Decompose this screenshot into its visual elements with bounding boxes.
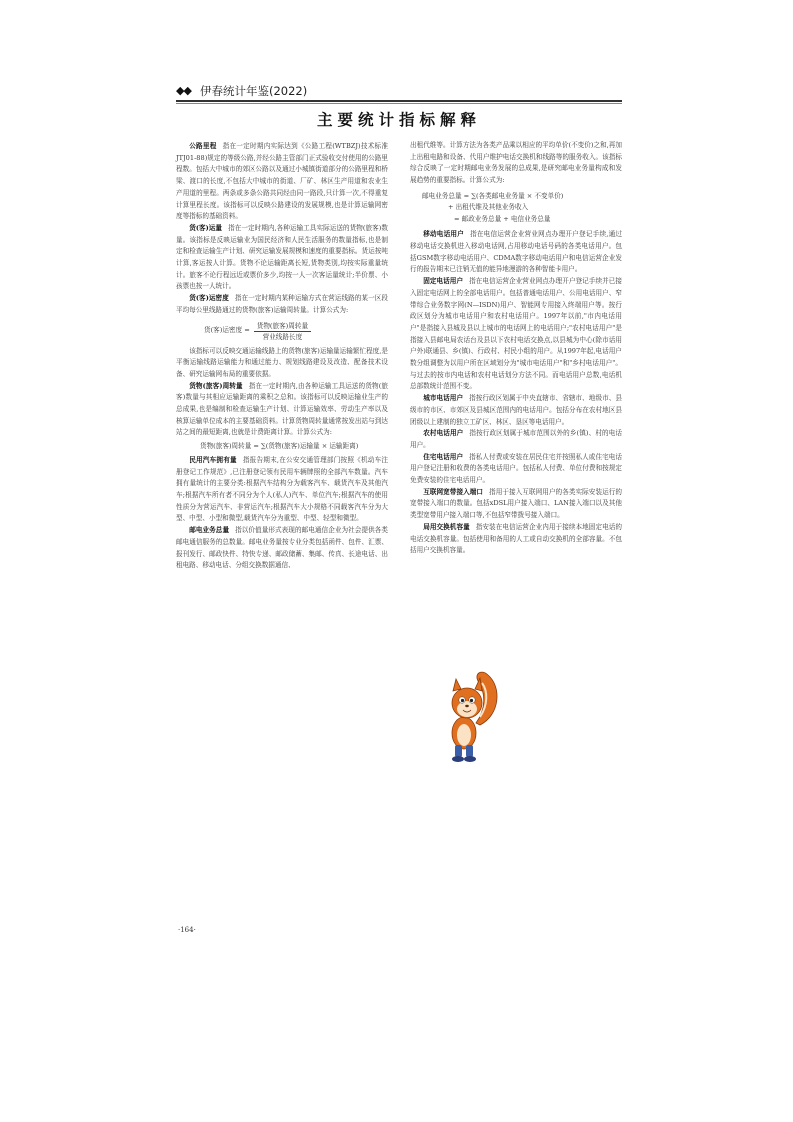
definition-text: 指按行政区划属于城市范围以外的乡(镇)、村的电话用户。 [410, 429, 623, 449]
definition-text: 指按行政区划属于中央直辖市、省辖市、地级市、县级市的市区、市郊区及县城区范围内的电话用户。包括分布在农村地区县团级以上建制的独立工矿区、林区、垦区等电话用户。 [410, 394, 623, 426]
definition-paragraph [410, 393, 622, 428]
definition-paragraph [410, 522, 622, 557]
term-label: 货(客)运密度 [189, 294, 229, 303]
definition-paragraph [410, 428, 622, 451]
density-formula [204, 321, 388, 342]
definition-text: 指在一定时期内,由各种运输工具运送的货物(旅客)数量与其相应运输距离的乘积之总和。该指标可以反映运输业生产的总成果,也是编制和检查运输生产计划、计算运输效率、劳动生产率以及核算运输单位成本的主要基础资料。计算货物周转量通常按发出站与到达站之间的最短距离,也就是计费距离计算。计算公式为: [176, 381, 388, 437]
formula-line: = 邮政业务总量 + 电信业务总量 [454, 214, 551, 223]
page-title: 主要统计指标解释 [316, 111, 481, 129]
postal-volume-formula [410, 191, 622, 226]
formula-lhs: 货(客)运密度 = [204, 326, 250, 335]
definition-paragraph [410, 487, 622, 522]
left-column [176, 141, 388, 572]
formula-fraction [254, 321, 311, 342]
header-diamond-icons: ◆◆ [176, 84, 191, 97]
formula-line: + 出租代维及其他业务收入 [448, 203, 529, 212]
definition-text: 指在电信运营企业营业网点办理开户登记手续并已接入固定电话网上的全部电话用户。包括普通电话用户、公用电话用户、窄带综合业务数字网(N—ISDN)用户、智能网专用接入终端用户等。按行政区划分为城市电话用户和农村电话用户。1997年以前,"市内电话用户"是指接入县城及县以上城市的电话网上的电话用户;"农村电话用户"是指接入县邮电局农话台及县以下农村电话交换点,以县城为中心(除市话用户外)联通县、乡(镇)、行政村、村民小组的用户。从1997年起,电话用户数分组调整为以用户所在区域划分为"城市电话用户"和"乡村电话用户"。与过去的按市内电话和农村电话划分方法不同。而电话用户总数,电话机总部数统计范围不变。 [410, 277, 623, 391]
definition-text: 指报告期末,在公安交通管理部门按照《机动车注册登记工作规范》,已注册登记领有民用车辆牌照的全部汽车数量。汽车拥有量统计的主要分类:根据汽车结构分为载客汽车、载货汽车及其他汽车;根据汽车所有者不同分为个人(私人)汽车、单位汽车;根据汽车的使用性质分为营运汽车、非营运汽车;根据汽车大小规格不同载客汽车分为大型、中型、小型和微型,载货汽车分为重型、中型、轻型和微型。 [176, 455, 388, 523]
page-number: ·164· [178, 926, 196, 934]
definition-paragraph [410, 276, 622, 393]
definition-paragraph [410, 452, 622, 487]
definition-text: 指私人付费或安装在居民住宅并按照私人或住宅电话用户登记注册和收费的各类电话用户。包括私人付费、单位付费和按规定免费安装的住宅电话用户。 [410, 452, 623, 485]
term-label: 货(客)运量 [189, 223, 223, 232]
definition-text: 出租代维等。计算方法为各类产品乘以相应的平均单价(不变价)之和,再加上出租电路和设备、代用户维护电话交换机和线路等的服务收入。该指标综合反映了一定时期邮电业务发展的总成果,是研究邮电业务量构成和发展趋势的重要指标。计算公式为: [410, 141, 622, 185]
running-header [176, 83, 622, 101]
definition-text: 指安装在电信运营企业内用于接续本地固定电话的电话交换机容量。包括使用和备用的人工或自动交换机的全部容量。不包括用户交换机容量。 [410, 522, 623, 555]
definition-paragraph [176, 455, 388, 525]
term-label: 住宅电话用户 [423, 452, 464, 461]
definition-paragraph [176, 141, 388, 223]
formula-denominator: 营业线路长度 [262, 332, 303, 341]
definition-paragraph [176, 525, 388, 572]
term-label: 民用汽车拥有量 [189, 455, 237, 464]
definition-paragraph [410, 229, 622, 276]
definition-text: 指以价值量形式表现的邮电通信企业为社会提供各类邮电通信服务的总数量。邮电业务量按专业分类包括函件、包件、汇票、报刊发行、邮政快件、特快专递、邮政储蓄、集邮、传真、长途电话、出租电路、移动电话、分组交换数据通信、 [176, 526, 389, 570]
turnover-formula: 货物(旅客)周转量 = ∑(货物(旅客)运输量 × 运输距离) [200, 442, 359, 451]
header-rule-thin [176, 103, 622, 104]
definition-text: 该指标可以反映交通运输线路上的货物(旅客)运输量运输繁忙程度,是平衡运输线路运输能力和通过能力、规划线路建设及改造、配备技术设备、研究运输网布局的重要依据。 [176, 346, 388, 378]
term-label: 移动电话用户 [423, 230, 465, 239]
term-label: 互联网宽带接入端口 [423, 487, 484, 496]
term-label: 农村电话用户 [423, 429, 464, 438]
definition-paragraph [176, 223, 388, 293]
definition-text: 指在一定时期内实际达到《公路工程(WTBZJ)技术标准JTJ01-88)规定的等级公路,并经公路主管部门正式验收交付使用的公路里程数。包括大中城市的郊区公路以及通过小城镇街道部分的公路里程和桥梁、渡口的长度,不包括大中城市的街道、厂矿、林区生产用道和农业生产用道的里程。两条或多条公路共同经由同一路段,只计算一次,不得重复计算里程长度。该指标可以反映公路建设的发展规模,也是计算运输网密度等指标的基础资料。 [176, 142, 389, 221]
term-label: 城市电话用户 [423, 394, 464, 403]
term-label: 公路里程 [189, 142, 217, 150]
term-label: 货物(旅客)周转量 [189, 381, 243, 390]
header-rule-thick [176, 100, 622, 102]
formula-line: 邮电业务总量 = ∑(各类邮电业务量 × 不变单价) [422, 191, 564, 200]
right-column [410, 140, 622, 557]
formula-numerator: 货物(旅客)周转量 [254, 321, 311, 332]
definition-text: 指在一定时期内某种运输方式在营运线路的某一区段平均每公里线路通过的货物(旅客)运输周转量。计算公式为: [176, 294, 389, 314]
term-label: 局用交换机容量 [423, 522, 470, 531]
definition-text: 指在电信运营企业营业网点办理开户登记手续,通过移动电话交换机进入移动电话网,占用移动电话号码的各类电话用户。包括GSM数字移动电话用户、CDMA数字移动电话用户和电信运营企业发行的报告期末已注销无值的能异地漫游的各种智能卡用户。 [410, 230, 622, 274]
squirrel-mascot-icon [442, 665, 502, 765]
definition-paragraph [410, 140, 622, 187]
term-label: 邮电业务总量 [189, 526, 230, 535]
definition-paragraph [176, 381, 388, 440]
definition-text: 指在一定时期内,各种运输工具实际运送的货物(旅客)数量。该指标是反映运输业为国民经济和人民生活服务的数量指标,也是制定和检查运输生产计划、研究运输发展规模和速度的重要指标。货运按吨计算,客运按人计算。货物不论运输距离长短,货物类别,均按实际重量统计。旅客不论行程远近或票价多少,均按一人一次客运量统计;半价票、小孩票也按一人统计。 [176, 223, 388, 291]
term-label: 固定电话用户 [423, 277, 464, 286]
definition-paragraph [176, 293, 388, 316]
definition-paragraph [176, 346, 388, 381]
running-title: 伊春统计年鉴(2022) [200, 84, 308, 98]
definition-text: 指用于接入互联网用户的各类实际安装运行的宽带接入端口的数量。包括xDSL用户接入端口、LAN接入端口以及其他类型宽带用户接入端口等,不包括窄带拨号接入端口。 [410, 487, 623, 520]
